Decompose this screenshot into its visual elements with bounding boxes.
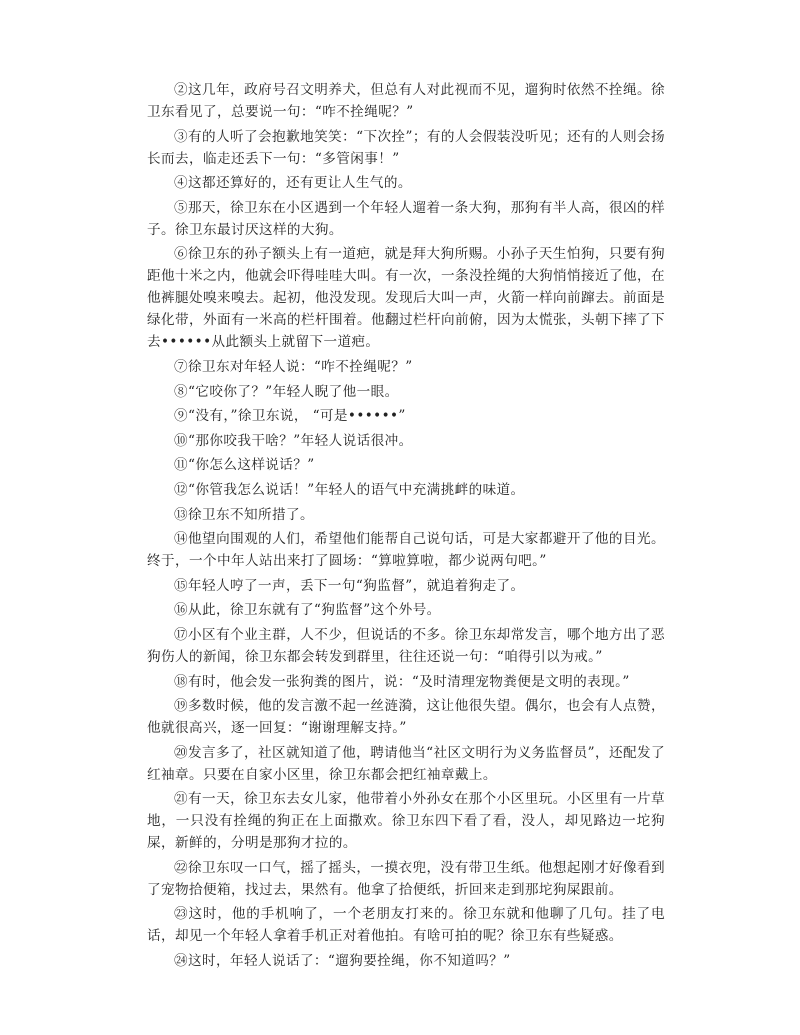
- paragraph-24: ㉔这时，年轻人说话了：“遛狗要拴绳，你不知道吗？”: [174, 953, 511, 970]
- paragraph-11: ⑪“你怎么这样说话？”: [174, 457, 315, 474]
- paragraph-18: ⑱有时，他会发一张狗粪的图片，说：“及时清理宠物粪便是文明的表现。”: [174, 673, 630, 690]
- paragraph-8: ⑧“它咬你了？”年轻人睨了他一眼。: [174, 383, 399, 400]
- paragraph-13: ⑬徐卫东不知所措了。: [174, 506, 314, 523]
- paragraph-10: ⑩“那你咬我干啥？”年轻人说话很冲。: [174, 432, 413, 449]
- paragraph-9: ⑨“没有，”徐卫东说， “可是••••••”: [174, 408, 406, 425]
- paragraph-14: ⑭他望向围观的人们，希望他们能帮自己说句话，可是大家都避开了他的目光。终于，一个中年人站出来打了圆场：“算啦算啦，都少说两句吧。”: [147, 531, 665, 570]
- paragraph-3: ③有的人听了会抱歉地笑笑：“下次拴”；有的人会假装没听见；还有的人则会扬长而去，临走还丢下一句：“多管闲事！”: [147, 128, 665, 167]
- paragraph-7: ⑦徐卫东对年轻人说：“咋不拴绳呢？”: [174, 358, 413, 375]
- paragraph-19: ⑲多数时候，他的发言激不起一丝涟漪，这让他很失望。偶尔，也会有人点赞，他就很高兴，逐一回复：“谢谢理解支持。”: [147, 698, 665, 737]
- paragraph-23: ㉓这时，他的手机响了，一个老朋友打来的。徐卫东就和他聊了几句。挂了电话，却见一个年轻人拿着手机正对着他拍。有啥可拍的呢？徐卫东有些疑惑。: [147, 906, 665, 945]
- paragraph-17: ⑰小区有个业主群，人不少，但说话的不多。徐卫东却常发言，哪个地方出了恶狗伤人的新闻，徐卫东都会转发到群里，往往还说一句：“咱得引以为戒。”: [147, 626, 665, 665]
- paragraph-4: ④这都还算好的，还有更让人生气的。: [174, 175, 412, 192]
- paragraph-12: ⑫“你管我怎么说话！”年轻人的语气中充满挑衅的味道。: [174, 481, 525, 498]
- paragraph-6: ⑥徐卫东的孙子额头上有一道疤，就是拜大狗所赐。小孙子天生怕狗，只要有狗距他十米之内，他就会吓得哇哇大叫。有一次，一条没拴绳的大狗悄悄接近了他，在他裤腿处嗅来嗅去。起初，他没发现。发现后大叫一声，火箭一样向前蹿去。前面是绿化带，外面有一米高的栏杆围着。他翻过栏杆向前俯，因为太慌张，头朝下摔了下去••••••从此额头上就留下一道疤。: [147, 246, 665, 351]
- article-body: [147, 79, 665, 975]
- paragraph-21: ㉑有一天，徐卫东去女儿家，他带着小外孙女在那个小区里玩。小区里有一片草地，一只没有拴绳的狗正在上面撒欢。徐卫东四下看了看，没人，却见路边一坨狗屎，新鲜的，分明是那狗才拉的。: [147, 791, 665, 852]
- paragraph-2: ②这几年，政府号召文明养犬，但总有人对此视而不见，遛狗时依然不拴绳。徐卫东看见了，总要说一句：“咋不拴绳呢？”: [147, 82, 665, 120]
- paragraph-16: ⑯从此，徐卫东就有了“狗监督”这个外号。: [174, 602, 441, 619]
- paragraph-22: ㉒徐卫东叹一口气，摇了摇头，一摸衣兜，没有带卫生纸。他想起刚才好像看到了宠物拾便箱，找过去，果然有。他拿了拾便纸，折回来走到那坨狗屎跟前。: [147, 859, 665, 898]
- paragraph-5: ⑤那天，徐卫东在小区遇到一个年轻人遛着一条大狗，那狗有半人高，很凶的样子。徐卫东最讨厌这样的大狗。: [147, 199, 665, 238]
- paragraph-20: ⑳发言多了，社区就知道了他，聘请他当“社区文明行为义务监督员”，还配发了红袖章。只要在自家小区里，徐卫东都会把红袖章戴上。: [147, 744, 665, 783]
- paragraph-15: ⑮年轻人哼了一声，丢下一句“狗监督”，就追着狗走了。: [174, 577, 525, 594]
